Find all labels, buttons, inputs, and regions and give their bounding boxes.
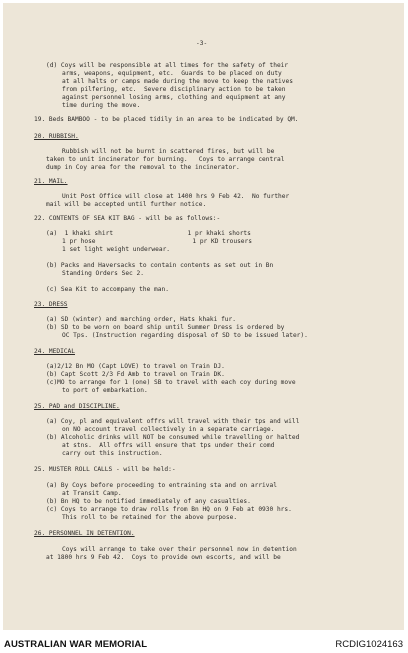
text-line: 24. MEDICAL bbox=[34, 348, 75, 355]
text-line: 22. CONTENTS OF SEA KIT BAG - will be as follows:- bbox=[34, 215, 221, 222]
text-line: taken to unit incinerator for burning. Coys to arrange central bbox=[46, 156, 285, 163]
text-line: Unit Post Office will close at 1400 hrs 9 Feb 42. No further bbox=[62, 193, 290, 200]
text-line: dump in Coy area for the removal to the incinerator. bbox=[46, 164, 240, 171]
text-line: This roll to be retained for the above purpose. bbox=[62, 514, 238, 521]
text-line: from pilfering, etc. Severe disciplinary action to be taken bbox=[62, 86, 286, 93]
text-line: (a)2/12 Bn MO (Capt LOVE) to travel on Train DJ. bbox=[46, 363, 225, 370]
text-line: at Transit Camp. bbox=[62, 490, 122, 497]
text-line: 25. MUSTER ROLL CALLS - will be held:- bbox=[34, 466, 176, 473]
text-line: at all halts or camps made during the move to keep the natives bbox=[62, 78, 293, 85]
page-number: -3- bbox=[196, 40, 208, 47]
text-line: 1 pr hose 1 pr KD trousers bbox=[62, 238, 252, 245]
text-line: 26. PERSONNEL IN DETENTION. bbox=[34, 530, 135, 537]
text-line: (a) Coy, pl and equivalent offrs will travel with their tps and will bbox=[46, 418, 300, 425]
text-line: 23. DRESS bbox=[34, 301, 68, 308]
text-line: 25. PAD and DISCIPLINE. bbox=[34, 403, 120, 410]
text-line: 21. MAIL. bbox=[34, 178, 68, 185]
text-line: 1 set light weight underwear. bbox=[62, 246, 171, 253]
text-line: 19. Beds BAMBOO - to be placed tidily in an area to be indicated by QM. bbox=[34, 116, 299, 123]
text-line: Standing Orders Sec 2. bbox=[62, 270, 144, 277]
text-line: against personnel losing arms, clothing and equipment at any bbox=[62, 94, 286, 101]
text-line: (c) Coys to arrange to draw rolls from Bn HQ on 9 Feb at 0930 hrs. bbox=[46, 506, 292, 513]
text-line: (a) By Coys before proceeding to entraining sta and on arrival bbox=[46, 482, 277, 489]
text-line: at stns. All offrs will ensure that tps under their comd bbox=[62, 442, 275, 449]
text-line: at 1800 hrs 9 Feb 42. Coys to provide own escorts, and will be bbox=[46, 554, 281, 561]
text-line: (b) Bn HQ to be notified immediately of any casualties. bbox=[46, 498, 251, 505]
text-line: OC Tps. (Instruction regarding disposal of SD to be issued later). bbox=[62, 332, 308, 339]
text-line: Coys will arrange to take over their personnel now in detention bbox=[62, 546, 297, 553]
text-line: (b) Packs and Haversacks to contain contents as set out in Bn bbox=[46, 262, 274, 269]
text-line: (d) Coys will be responsible at all times for the safety of their bbox=[46, 62, 289, 69]
text-line: Rubbish will not be burnt in scattered fires, but will be bbox=[62, 148, 275, 155]
text-line: (c) Sea Kit to accompany the man. bbox=[46, 286, 169, 293]
text-line: on NO account travel collectively in a separate carriage. bbox=[62, 426, 275, 433]
text-line: (b) SD to be worn on board ship until Summer Dress is ordered by bbox=[46, 324, 285, 331]
archive-footer bbox=[0, 630, 408, 653]
archive-id: RCDIG1024163 bbox=[335, 639, 403, 650]
text-line: time during the move. bbox=[62, 102, 141, 109]
text-line: (a) 1 khaki shirt 1 pr khaki shorts bbox=[46, 230, 251, 237]
archive-name: AUSTRALIAN WAR MEMORIAL bbox=[4, 639, 148, 650]
text-line: 20. RUBBISH. bbox=[34, 133, 79, 140]
text-line: mail will be accepted until further notice. bbox=[46, 201, 207, 208]
text-line: carry out this instruction. bbox=[62, 450, 163, 457]
text-line: (a) SD (winter) and marching order, Hats khaki fur. bbox=[46, 316, 236, 323]
text-line: to port of embarkation. bbox=[62, 387, 148, 394]
text-line: arms, weapons, equipment, etc. Guards to be placed on duty bbox=[62, 70, 282, 77]
text-line: (b) Capt Scott 2/3 Fd Amb to travel on Train DK. bbox=[46, 371, 225, 378]
text-line: (b) Alcoholic drinks will NOT be consumed while travelling or halted bbox=[46, 434, 300, 441]
text-line: (c)MO to arrange for 1 (one) SB to travel with each coy during move bbox=[46, 379, 296, 386]
